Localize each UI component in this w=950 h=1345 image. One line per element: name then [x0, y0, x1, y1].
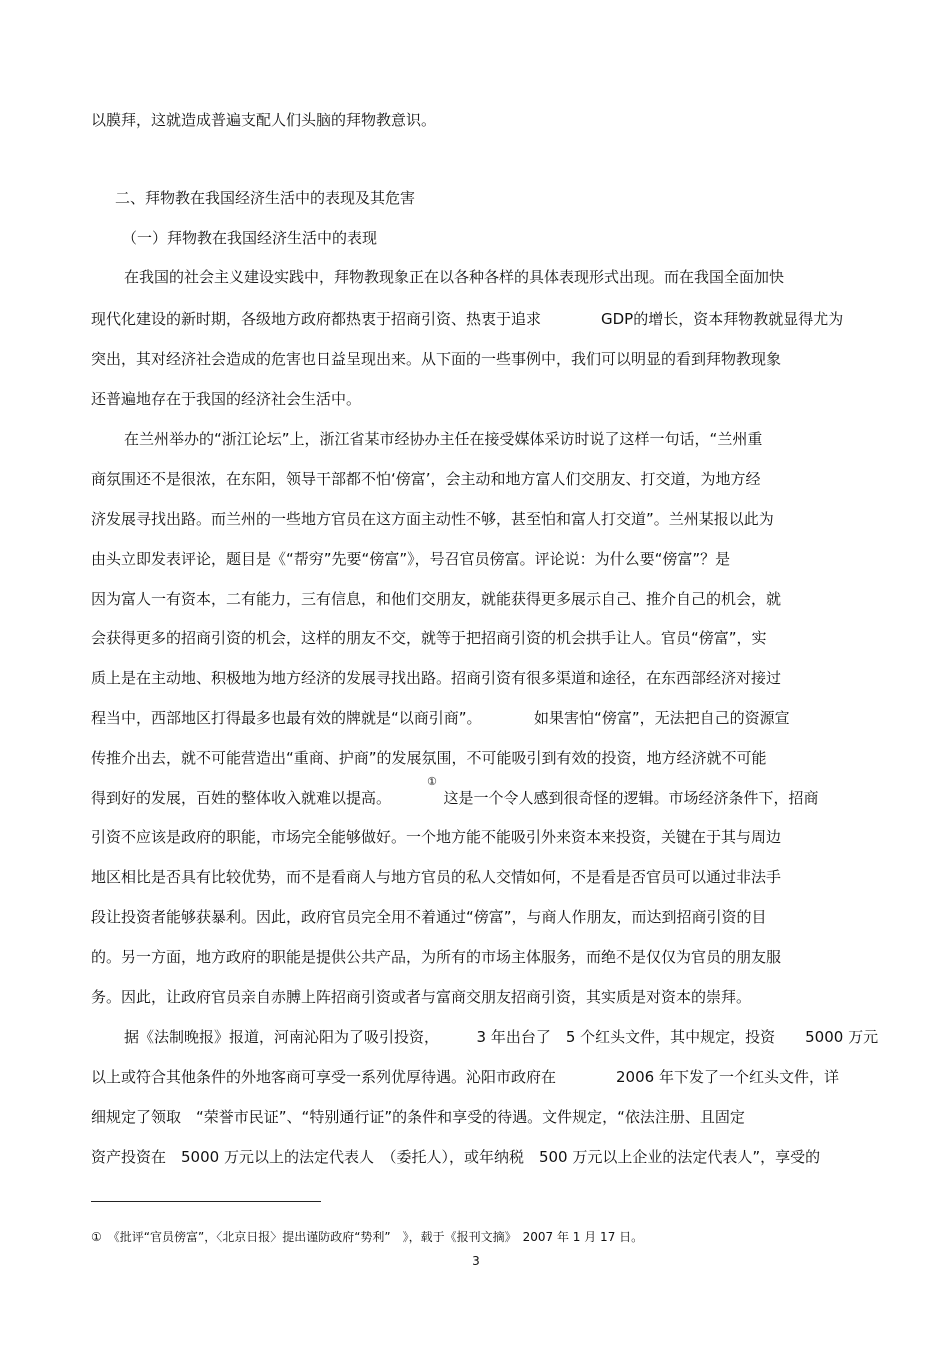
- paragraph-line: 商氛围还不是很浓，在东阳，领导干部都不怕‘傍富’，会主动和地方富人们交朋友、打交道，为地方经: [91, 470, 761, 488]
- paragraph-line: 突出，其对经济社会造成的危害也日益呈现出来。从下面的一些事例中，我们可以明显的看到拜物教现象: [91, 350, 782, 368]
- paragraph-line: 传推介出去，就不可能营造出“重商、护商”的发展氛围，不可能吸引到有效的投资，地方经济就不可能: [91, 749, 767, 767]
- paragraph-line: 引资不应该是政府的职能，市场完全能够做好。一个地方能不能吸引外来资本来投资，关键在于其与周边: [91, 828, 782, 846]
- paragraph-line: 在我国的社会主义建设实践中，拜物教现象正在以各种各样的具体表现形式出现。而在我国全面加快: [124, 268, 785, 286]
- intro-line: 以膜拜，这就造成普遍支配人们头脑的拜物教意识。: [91, 111, 437, 129]
- paragraph-line: 还普遍地存在于我国的经济社会生活中。: [91, 390, 362, 408]
- paragraph-line: 质上是在主动地、积极地为地方经济的发展寻找出路。招商引资有很多渠道和途径，在东西部经济对接过: [91, 669, 782, 687]
- paragraph-line: 济发展寻找出路。而兰州的一些地方官员在这方面主动性不够，甚至怕和富人打交道”。兰州某报以此为: [91, 510, 774, 528]
- paragraph-line: 的。另一方面，地方政府的职能是提供公共产品，为所有的市场主体服务，而绝不是仅仅为官员的朋友服: [91, 948, 782, 966]
- paragraph-line: 细规定了领取 “荣誉市民证”、“特别通行证”的条件和享受的待遇。文件规定，“依法注册、且固定: [91, 1108, 745, 1126]
- paragraph-line: 以上或符合其他条件的外地客商可享受一系列优厚待遇。沁阳市政府在 2006 年下发了一个红头文件，详: [91, 1068, 839, 1086]
- page-number: 3: [472, 1254, 480, 1268]
- footnote-reference[interactable]: ①: [427, 775, 437, 788]
- subsection-heading: （一）拜物教在我国经济生活中的表现: [122, 229, 378, 247]
- paragraph-line: 务。因此，让政府官员亲自赤膊上阵招商引资或者与富商交朋友招商引资，其实质是对资本的崇拜。: [91, 988, 752, 1006]
- paragraph-line: 资产投资在 5000 万元以上的法定代表人 （委托人），或年纳税 500 万元以上企业的法定代表人”，享受的: [91, 1148, 821, 1166]
- paragraph-line: 据《法制晚报》报道，河南沁阳为了吸引投资， 3 年出台了 5 个红头文件，其中规定，投资 5000 万元: [124, 1028, 879, 1046]
- paragraph-line: 会获得更多的招商引资的机会，这样的朋友不交，就等于把招商引资的机会拱手让人。官员“傍富”，实: [91, 629, 767, 647]
- paragraph-line: 因为富人一有资本，二有能力，三有信息，和他们交朋友，就能获得更多展示自己、推介自己的机会，就: [91, 590, 782, 608]
- paragraph-line: 程当中，西部地区打得最多也最有效的牌就是“以商引商”。 如果害怕“傍富”，无法把自己的资源宣: [91, 709, 790, 727]
- footnote: ① 《批评“官员傍富”，〈北京日报〉提出谨防政府“势利” 》，载于《报刊文摘》 2007 年 1 月 17 日。: [91, 1230, 644, 1244]
- paragraph-line: 段让投资者能够获暴利。因此，政府官员完全用不着通过“傍富”，与商人作朋友，而达到招商引资的目: [91, 908, 767, 926]
- paragraph-line: 由头立即发表评论，题目是《“帮穷”先要“傍富”》，号召官员傍富。评论说：为什么要“傍富”？是: [91, 550, 731, 568]
- footnote-divider: [91, 1201, 321, 1202]
- section-heading: 二、拜物教在我国经济生活中的表现及其危害: [115, 189, 416, 207]
- paragraph-line: 得到好的发展，百姓的整体收入就难以提高。 这是一个令人感到很奇怪的逻辑。市场经济条件下，招商: [91, 789, 819, 807]
- paragraph-line: 在兰州举办的“浙江论坛”上，浙江省某市经协办主任在接受媒体采访时说了这样一句话，“兰州重: [124, 430, 763, 448]
- paragraph-line: 现代化建设的新时期，各级地方政府都热衷于招商引资、热衷于追求 GDP的增长，资本拜物教就显得尤为: [91, 310, 844, 328]
- paragraph-line: 地区相比是否具有比较优势，而不是看商人与地方官员的私人交情如何，不是看是否官员可以通过非法手: [91, 868, 782, 886]
